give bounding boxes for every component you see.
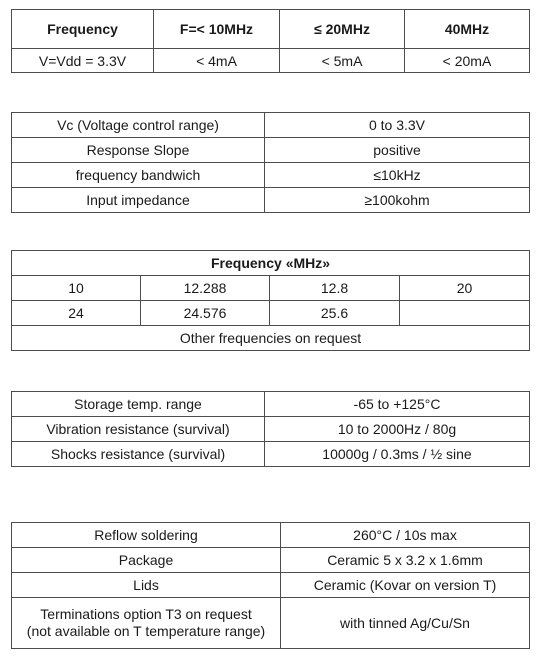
table-cell (400, 301, 530, 326)
table-cell: 24.576 (141, 301, 270, 326)
table-row (12, 326, 530, 351)
table-cell: ≥100kohm (265, 188, 530, 213)
table-row (12, 188, 530, 213)
table-cell: 12.8 (270, 276, 400, 301)
terminations-value: with tinned Ag/Cu/Sn (281, 598, 530, 649)
table-row (12, 548, 530, 573)
table-cell: 10 (12, 276, 141, 301)
table-cell: Lids (12, 573, 281, 598)
mechanical-table (11, 522, 530, 649)
table-cell: frequency bandwich (12, 163, 265, 188)
table-row (12, 392, 530, 417)
table-cell: < 5mA (280, 49, 405, 73)
terminations-label (12, 598, 281, 649)
table-cell: 24 (12, 301, 141, 326)
table-cell: -65 to +125°C (265, 392, 530, 417)
table-cell: 260°C / 10s max (281, 523, 530, 548)
table-header-row (12, 10, 530, 49)
table-cell: 10 to 2000Hz / 80g (265, 417, 530, 442)
frequency-table-footer: Other frequencies on request (12, 326, 530, 351)
terminations-label-line1: Terminations option T3 on request (40, 606, 252, 622)
table-row (12, 442, 530, 467)
table-cell: Package (12, 548, 281, 573)
environmental-table (11, 391, 530, 467)
table-cell: Storage temp. range (12, 392, 265, 417)
table-cell: 10000g / 0.3ms / ½ sine (265, 442, 530, 467)
table-row (12, 417, 530, 442)
table-row (12, 276, 530, 301)
voltage-control-table (11, 112, 530, 213)
table-header-row (12, 251, 530, 276)
table-row (12, 138, 530, 163)
table-cell: Ceramic (Kovar on version T) (281, 573, 530, 598)
table-cell: Vc (Voltage control range) (12, 113, 265, 138)
table-row (12, 49, 530, 73)
table-cell: V=Vdd = 3.3V (12, 49, 154, 73)
table-cell: positive (265, 138, 530, 163)
table-cell: 0 to 3.3V (265, 113, 530, 138)
table-cell: Response Slope (12, 138, 265, 163)
table-row (12, 113, 530, 138)
table-cell: Input impedance (12, 188, 265, 213)
table-cell: Shocks resistance (survival) (12, 442, 265, 467)
table-cell: Vibration resistance (survival) (12, 417, 265, 442)
terminations-label-line2: (not available on T temperature range) (26, 623, 266, 639)
table-row (12, 573, 530, 598)
table-cell: 12.288 (141, 276, 270, 301)
table-row (12, 598, 530, 649)
table-cell: Ceramic 5 x 3.2 x 1.6mm (281, 548, 530, 573)
table-row (12, 523, 530, 548)
table-row (12, 163, 530, 188)
header-frequency: Frequency (12, 10, 154, 49)
frequency-table (11, 250, 530, 351)
table-cell: 20 (400, 276, 530, 301)
header-20mhz: ≤ 20MHz (280, 10, 405, 49)
table-row (12, 301, 530, 326)
frequency-table-title: Frequency «MHz» (12, 251, 530, 276)
header-40mhz: 40MHz (405, 10, 530, 49)
table-cell: < 4mA (154, 49, 280, 73)
table-cell: ≤10kHz (265, 163, 530, 188)
table-cell: 25.6 (270, 301, 400, 326)
table-cell: < 20mA (405, 49, 530, 73)
header-10mhz: F=< 10MHz (154, 10, 280, 49)
table-cell: Reflow soldering (12, 523, 281, 548)
supply-current-table (11, 9, 530, 73)
